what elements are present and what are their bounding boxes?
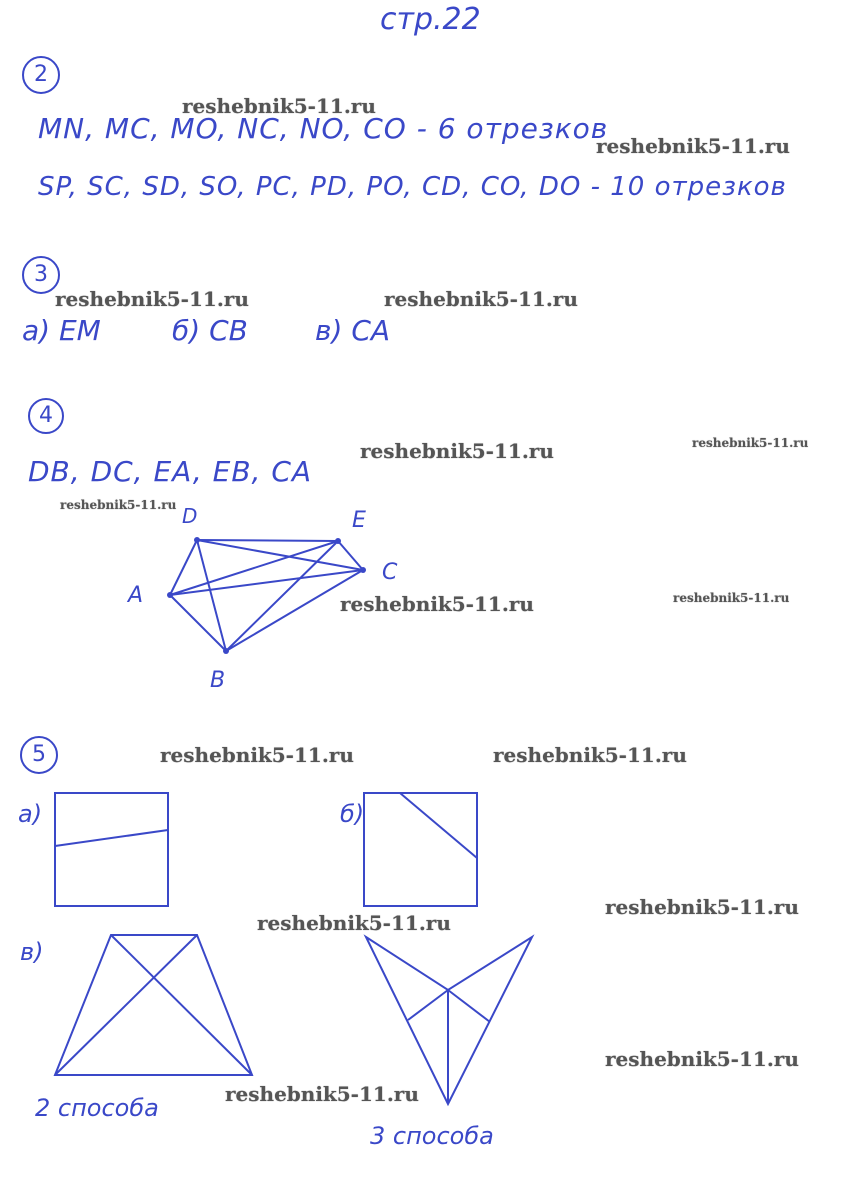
watermark: reshebnik5-11.ru — [182, 94, 376, 118]
watermark: reshebnik5-11.ru — [605, 1047, 799, 1071]
page-header: стр.22 — [380, 2, 481, 37]
watermark: reshebnik5-11.ru — [55, 287, 249, 311]
task-number-3: 3 — [22, 256, 60, 294]
watermark: reshebnik5-11.ru — [340, 592, 534, 616]
task5-label-a: а) — [18, 800, 43, 828]
vertex-label-d: D — [182, 504, 198, 528]
watermark: reshebnik5-11.ru — [493, 743, 687, 767]
vertex-label-e: E — [352, 508, 366, 533]
watermark: reshebnik5-11.ru — [60, 498, 177, 512]
task3-answer-b: б) CB — [172, 314, 248, 347]
task-number-2: 2 — [22, 56, 60, 94]
watermark: reshebnik5-11.ru — [384, 287, 578, 311]
task3-answer-c: в) CA — [315, 314, 391, 347]
task-number-5: 5 — [20, 736, 58, 774]
task5-caption-right: 3 способа — [370, 1122, 494, 1150]
task2-line1: MN, MC, MO, NC, NO, CO - 6 отрезков — [38, 112, 609, 145]
task5-label-c: в) — [20, 938, 44, 966]
watermark: reshebnik5-11.ru — [225, 1082, 419, 1106]
task5-label-b: б) — [340, 800, 365, 828]
vertex-label-b: B — [210, 668, 226, 693]
watermark: reshebnik5-11.ru — [257, 911, 451, 935]
task2-line2: SP, SC, SD, SO, PC, PD, PO, CD, CO, DO - 10 отрезков — [38, 172, 787, 202]
vertex-label-c: C — [382, 560, 398, 585]
task3-answer-a: а) EM — [22, 314, 101, 347]
task-number-4: 4 — [28, 398, 64, 434]
watermark: reshebnik5-11.ru — [160, 743, 354, 767]
watermark: reshebnik5-11.ru — [605, 895, 799, 919]
vertex-label-a: A — [128, 583, 144, 608]
watermark: reshebnik5-11.ru — [692, 436, 809, 450]
watermark: reshebnik5-11.ru — [673, 591, 790, 605]
task5-caption-left: 2 способа — [35, 1094, 159, 1122]
watermark: reshebnik5-11.ru — [360, 439, 554, 463]
watermark: reshebnik5-11.ru — [596, 134, 790, 158]
task4-answer: DB, DC, EA, EB, CA — [28, 455, 313, 488]
